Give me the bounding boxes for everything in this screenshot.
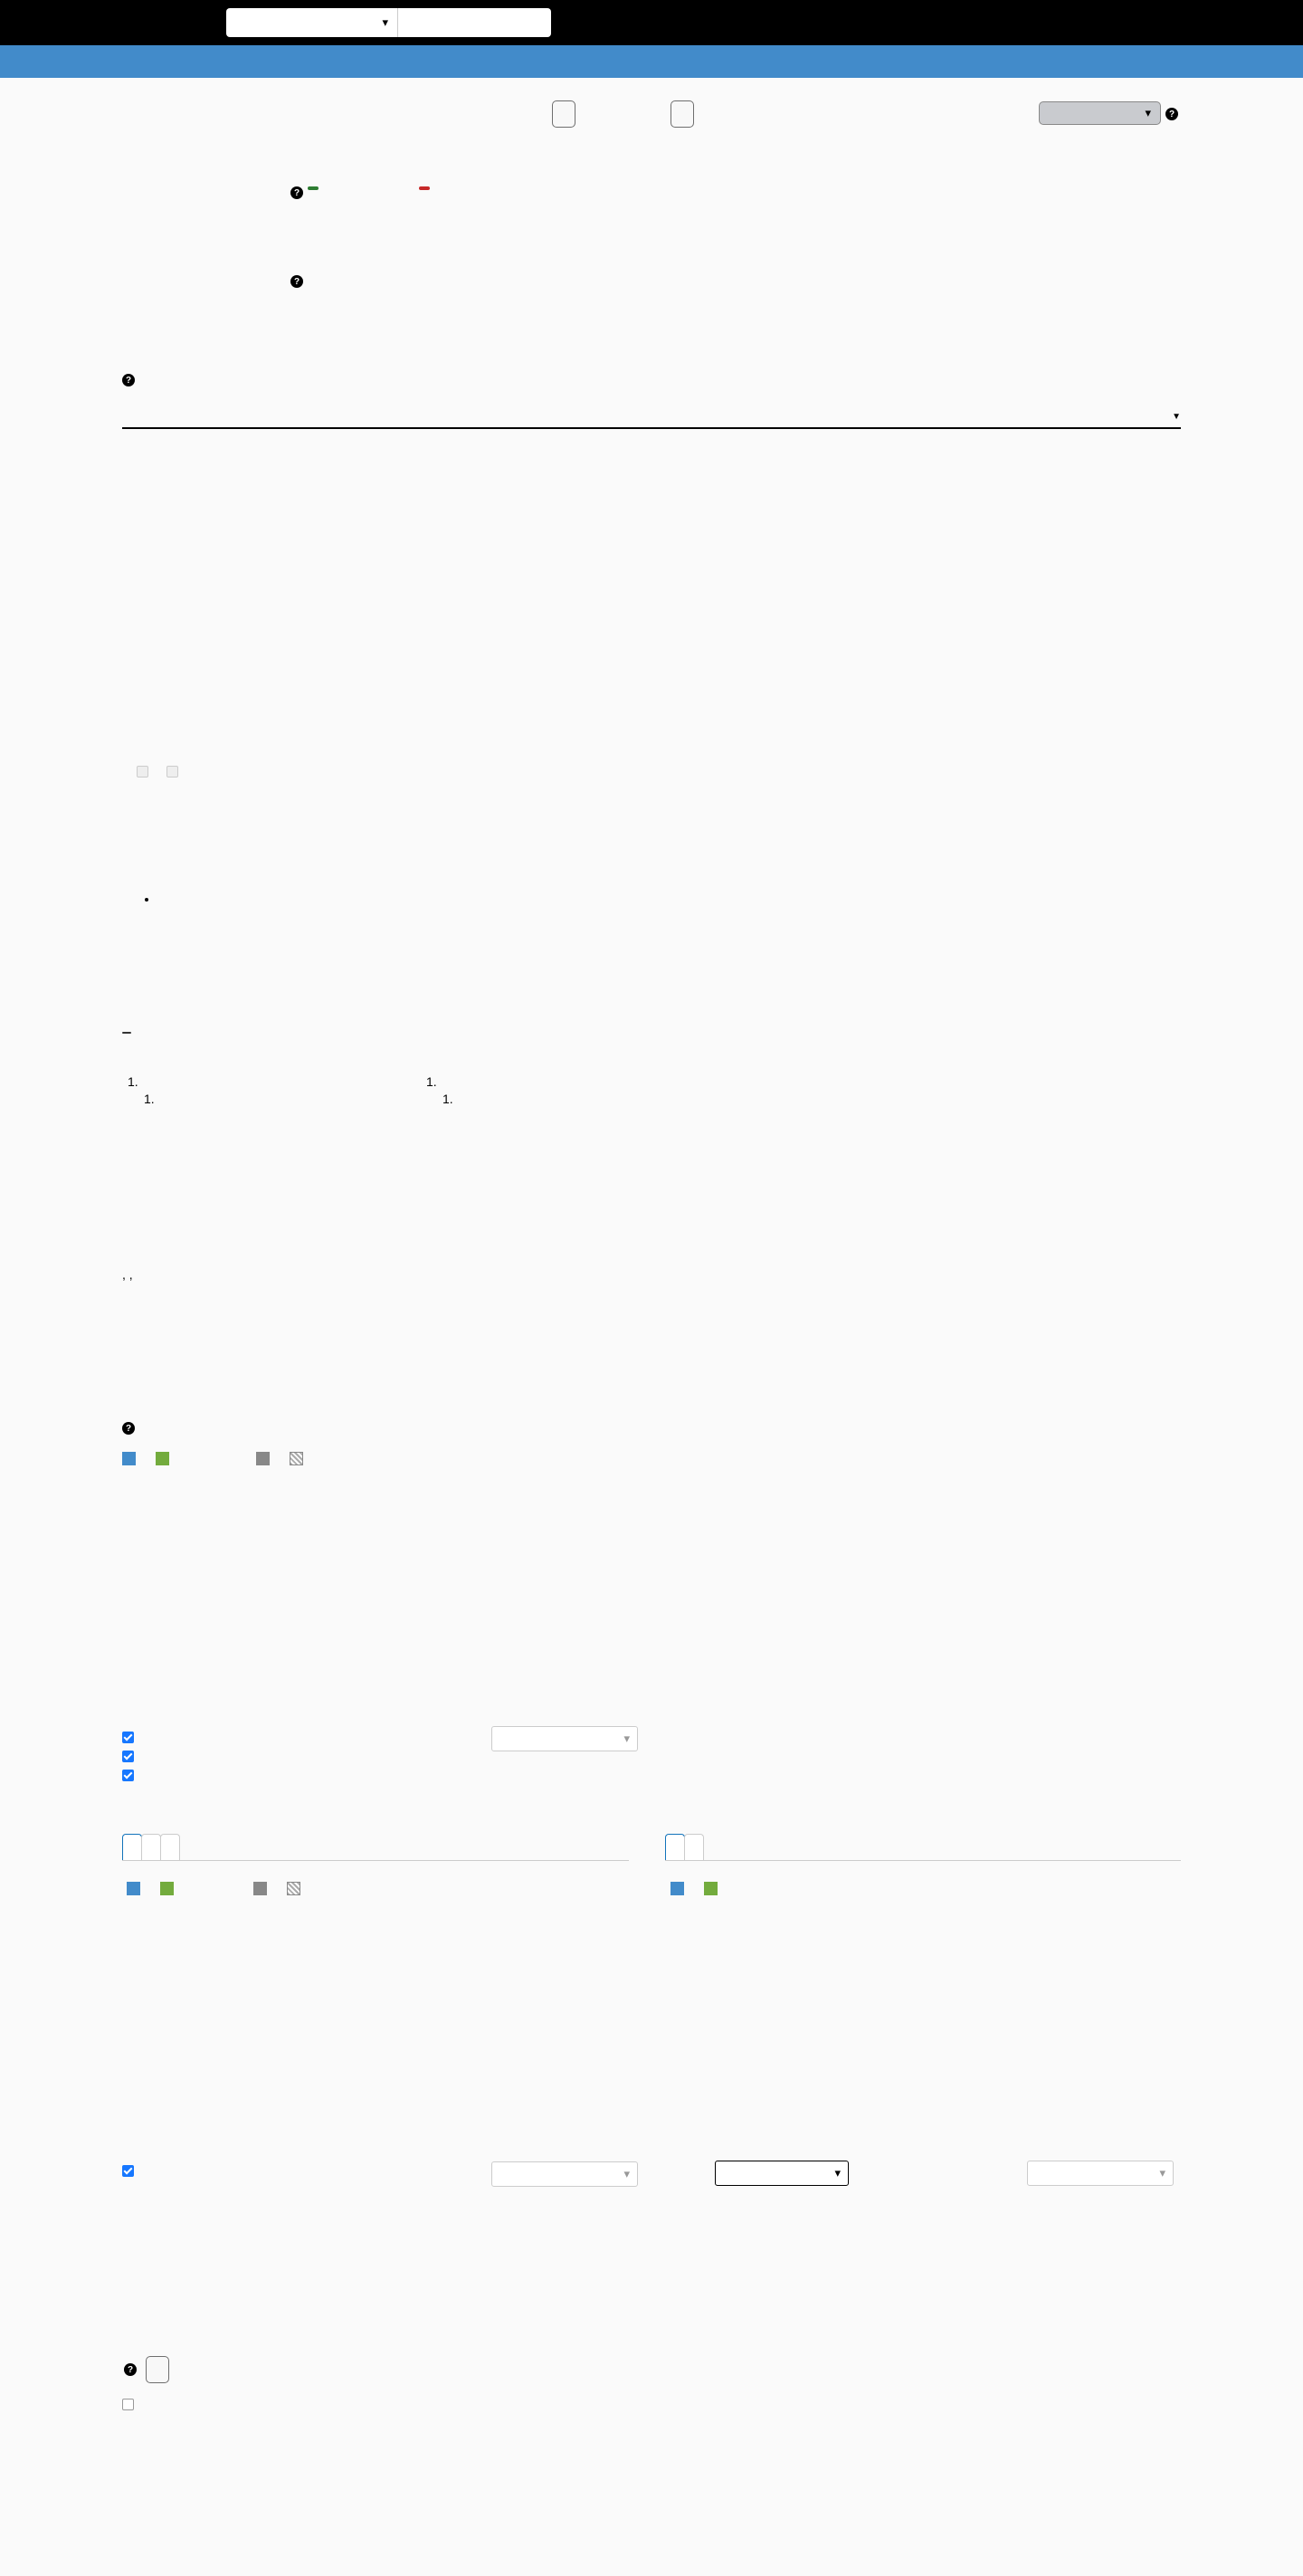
header-allele-frequency[interactable] xyxy=(937,401,1181,428)
genotype-quality-chart xyxy=(122,1912,647,2147)
header-group[interactable] xyxy=(122,401,339,428)
site-quality-chart xyxy=(665,1904,1190,2149)
top-navbar xyxy=(0,0,1303,45)
genome-swatch xyxy=(160,1882,174,1895)
dataset-selector[interactable] xyxy=(1039,101,1161,125)
dataset-select[interactable] xyxy=(226,8,398,37)
exome-swatch xyxy=(127,1882,140,1895)
gq-tabs xyxy=(122,1834,629,1861)
sort-desc-icon: ▼ xyxy=(1172,412,1181,422)
chevron-down-icon: ▾ xyxy=(1159,2166,1165,2180)
exome-swatch xyxy=(122,1452,136,1465)
tab-depth[interactable] xyxy=(141,1834,161,1860)
chevron-down-icon: ▾ xyxy=(623,1732,630,1745)
age-distribution-chart xyxy=(122,1484,647,1720)
chevron-down-icon: ▾ xyxy=(623,2167,630,2180)
always-load-checkbox[interactable] xyxy=(122,2399,134,2410)
all-individuals-swatch xyxy=(290,1452,303,1465)
sq-seq-select[interactable] xyxy=(1027,2161,1174,2186)
help-icon[interactable]: ? xyxy=(122,374,135,386)
filters-label xyxy=(290,185,303,199)
copy-variant-id-button[interactable] xyxy=(552,100,575,128)
age-legend xyxy=(122,1452,309,1465)
include-options xyxy=(122,763,183,778)
gq-seq-select[interactable] xyxy=(491,2161,638,2187)
load-read-data-button[interactable] xyxy=(146,2356,169,2383)
always-load-option xyxy=(122,2396,138,2410)
age-distribution-title xyxy=(122,1416,135,1439)
no-variant-badge xyxy=(419,186,430,190)
vep-note xyxy=(122,1022,135,1036)
compare-all-checkbox[interactable] xyxy=(122,1770,134,1781)
het-carriers-checkbox[interactable] xyxy=(122,1732,134,1743)
gq-legend xyxy=(127,1882,306,1895)
help-icon[interactable]: ? xyxy=(122,1422,135,1435)
genome-swatch xyxy=(704,1882,718,1895)
exome-swatch xyxy=(671,1882,684,1895)
all-individuals-swatch xyxy=(287,1882,300,1895)
vep-synonymous-list: 1. 1. xyxy=(128,1074,162,1106)
chevron-down-icon: ▾ xyxy=(1145,106,1151,119)
note-badge xyxy=(122,1032,131,1034)
header-allele-number[interactable] xyxy=(489,401,661,428)
search-bar xyxy=(226,8,551,37)
chevron-down-icon: ▾ xyxy=(382,15,388,29)
age-options xyxy=(122,1727,138,1784)
chevron-down-icon: ▾ xyxy=(834,2166,841,2180)
gene-page-button[interactable] xyxy=(671,100,694,128)
tab-all-metric-values[interactable] xyxy=(684,1834,704,1860)
help-icon[interactable]: ? xyxy=(290,186,303,199)
pop-freq-table xyxy=(122,401,1181,429)
tab-metric-distribution[interactable] xyxy=(665,1834,685,1860)
header-allele-count[interactable] xyxy=(339,401,489,428)
include-genomes-checkbox[interactable] xyxy=(166,766,178,778)
gq-compare-checkbox[interactable] xyxy=(122,2165,134,2177)
help-icon[interactable]: ? xyxy=(290,275,303,288)
pop-freq-title xyxy=(122,367,135,391)
header-homozygotes[interactable] xyxy=(661,401,937,428)
table-header-row xyxy=(122,401,1181,428)
pass-badge xyxy=(308,186,319,190)
hom-carriers-checkbox[interactable] xyxy=(122,1751,134,1762)
vep-noncoding-list: 1. 1. xyxy=(426,1074,461,1106)
include-exomes-checkbox[interactable] xyxy=(137,766,148,778)
announcement-banner xyxy=(0,45,1303,78)
carriers-swatch xyxy=(253,1882,267,1895)
tab-allele-balance[interactable] xyxy=(160,1834,180,1860)
clinvar-details: , , xyxy=(122,1267,133,1282)
grpmax-label xyxy=(290,274,303,288)
help-icon[interactable]: ? xyxy=(124,2363,137,2376)
age-seq-select[interactable] xyxy=(491,1726,638,1751)
metric-select[interactable] xyxy=(715,2161,849,2186)
help-icon[interactable]: ? xyxy=(1165,108,1178,120)
carriers-swatch xyxy=(256,1452,270,1465)
sq-legend xyxy=(671,1882,723,1895)
genome-swatch xyxy=(156,1452,169,1465)
tab-genotype-quality[interactable] xyxy=(122,1834,142,1860)
sq-tabs xyxy=(665,1834,1181,1861)
gq-compare xyxy=(122,2162,138,2177)
